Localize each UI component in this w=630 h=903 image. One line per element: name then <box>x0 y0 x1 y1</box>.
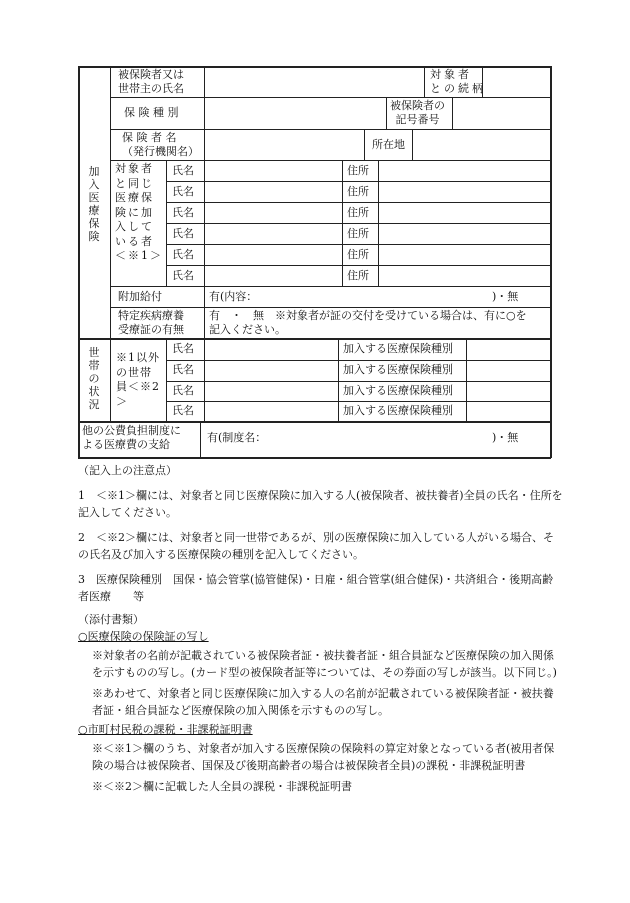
address-label: 住所 <box>347 164 369 177</box>
row-line <box>110 160 550 161</box>
col-line <box>424 66 425 97</box>
section-household-label: 世帯の状況 <box>88 346 100 411</box>
address-label: 住所 <box>347 206 369 219</box>
attach1-title: ○医療保険の保険証の写し <box>78 630 209 643</box>
name-label: 氏名 <box>172 227 194 240</box>
name-label: 氏名 <box>172 363 194 376</box>
insurer-field[interactable] <box>205 130 363 159</box>
address-label: 住所 <box>347 227 369 240</box>
public-burden-label: 他の公費負担制度に よる医療費の支給 <box>82 424 181 451</box>
row-line <box>110 307 550 308</box>
col-line <box>204 286 205 338</box>
section-join-label: 加入医療保険 <box>88 165 100 243</box>
attach1-body2: ※あわせて、対象者と同じ医療保険に加入する人の名前が記載されている被保険者証・被扶養者証・組合員証など医療保険の加入関係を示すものの写し。 <box>92 687 554 717</box>
name-label: 氏名 <box>172 269 194 282</box>
name-label: 氏名 <box>172 404 194 417</box>
join-type-label: 加入する医療保険種別 <box>343 363 453 376</box>
insured-number-field[interactable] <box>453 98 549 128</box>
relation-field[interactable] <box>483 67 549 96</box>
join-type-label: 加入する医療保険種別 <box>343 384 453 397</box>
public-burden-tail: )・無 <box>492 431 519 444</box>
note-1: 1 ＜※1＞欄には、対象者と同じ医療保険に加入する人(被保険者、被扶養者)全員の氏名・住所を記入してください。 <box>78 489 563 519</box>
col-line <box>166 160 167 286</box>
col-line <box>204 338 205 421</box>
same-insurance-group-label: 対象者と同じ医療保険に加入している者＜※1＞ <box>115 162 163 262</box>
note-3: 3 医療保険種別 国保・協会管掌(協管健保)・日雇・組合管掌(組合健保)・共済組合・後期高齢者医療 等 <box>78 573 554 603</box>
border-bottom <box>78 457 551 459</box>
attach1-body1: ※対象者の名前が記載されている被保険者証・被扶養者証・組合員証など医療保険の加入関係を示すものの写し。(カード型の被保険者証等については、その券面の写しが該当。以下同じ。) <box>92 649 557 679</box>
col-line <box>364 129 365 160</box>
relation-label: 対象者 との続柄 <box>430 68 486 95</box>
location-field[interactable] <box>413 130 549 159</box>
join-type-label: 加入する医療保険種別 <box>343 342 453 355</box>
attach2-title: ○市町村民税の課税・非課税証明書 <box>78 723 253 736</box>
col-line <box>166 338 167 421</box>
border-left <box>78 66 80 458</box>
section-divider <box>78 421 551 423</box>
location-label: 所在地 <box>372 138 405 151</box>
notes-section <box>78 462 564 795</box>
attach-heading: （添付書類） <box>78 613 144 626</box>
name-label: 氏名 <box>172 206 194 219</box>
section-divider <box>78 338 551 340</box>
name-label: 氏名 <box>172 248 194 261</box>
insured-name-label: 被保険者又は 世帯主の氏名 <box>118 68 184 95</box>
specific-disease-label: 特定疾病療養 受療証の有無 <box>118 309 184 336</box>
public-burden-value: 有(制度名： <box>207 431 267 444</box>
name-label: 氏名 <box>172 185 194 198</box>
row-line <box>166 202 550 203</box>
row-line <box>166 181 550 182</box>
insurance-type-field[interactable] <box>205 98 385 128</box>
col-line <box>386 97 387 129</box>
name-label: 氏名 <box>172 164 194 177</box>
others-group-label: ※1以外の世帯員＜※2＞ <box>116 351 160 408</box>
border-right <box>550 66 552 458</box>
row-line <box>166 265 550 266</box>
col-line <box>110 66 111 421</box>
insurance-type-label: 保 険 種 別 <box>124 106 179 119</box>
attach2-body2: ※＜※2＞欄に記載した人全員の課税・非課税証明書 <box>92 780 352 793</box>
insurer-label: 保 険 者 名 （発行機関名） <box>122 131 199 158</box>
join-type-label: 加入する医療保険種別 <box>343 404 453 417</box>
col-line <box>378 160 379 286</box>
row-line <box>166 244 550 245</box>
address-label: 住所 <box>347 248 369 261</box>
col-line <box>204 160 205 286</box>
col-line <box>200 421 201 457</box>
address-label: 住所 <box>347 185 369 198</box>
insured-number-label: 被保険者の 記号番号 <box>390 99 445 126</box>
add-benefit-value: 有(内容： <box>209 290 258 303</box>
name-label: 氏名 <box>172 342 194 355</box>
row-line <box>110 286 550 287</box>
row-line <box>166 381 550 382</box>
col-line <box>466 338 467 421</box>
attach2-body1: ※＜※1＞欄のうち、対象者が加入する医療保険の保険料の算定対象となっている者(被用者保険の場合は被保険者、国保及び後期高齢者の場合は被保険者全員)の課税・非課税証明書 <box>92 742 555 772</box>
address-label: 住所 <box>347 269 369 282</box>
add-benefit-label: 附加給付 <box>118 290 162 303</box>
col-line <box>342 160 343 286</box>
notes-heading: （記入上の注意点） <box>78 464 177 477</box>
row-line <box>166 401 550 402</box>
insured-name-field[interactable] <box>205 67 423 96</box>
note-2: 2 ＜※2＞欄には、対象者と同一世帯であるが、別の医療保険に加入している人がいる場合、その氏名及び加入する医療保険の種別を記入してください。 <box>78 531 554 561</box>
name-label: 氏名 <box>172 384 194 397</box>
specific-disease-value: 有 ・ 無 ※対象者が証の交付を受けている場合は、有に○を 記入ください。 <box>209 309 527 336</box>
add-benefit-tail: )・無 <box>492 290 519 303</box>
row-line <box>166 223 550 224</box>
col-line <box>338 338 339 421</box>
row-line <box>166 360 550 361</box>
